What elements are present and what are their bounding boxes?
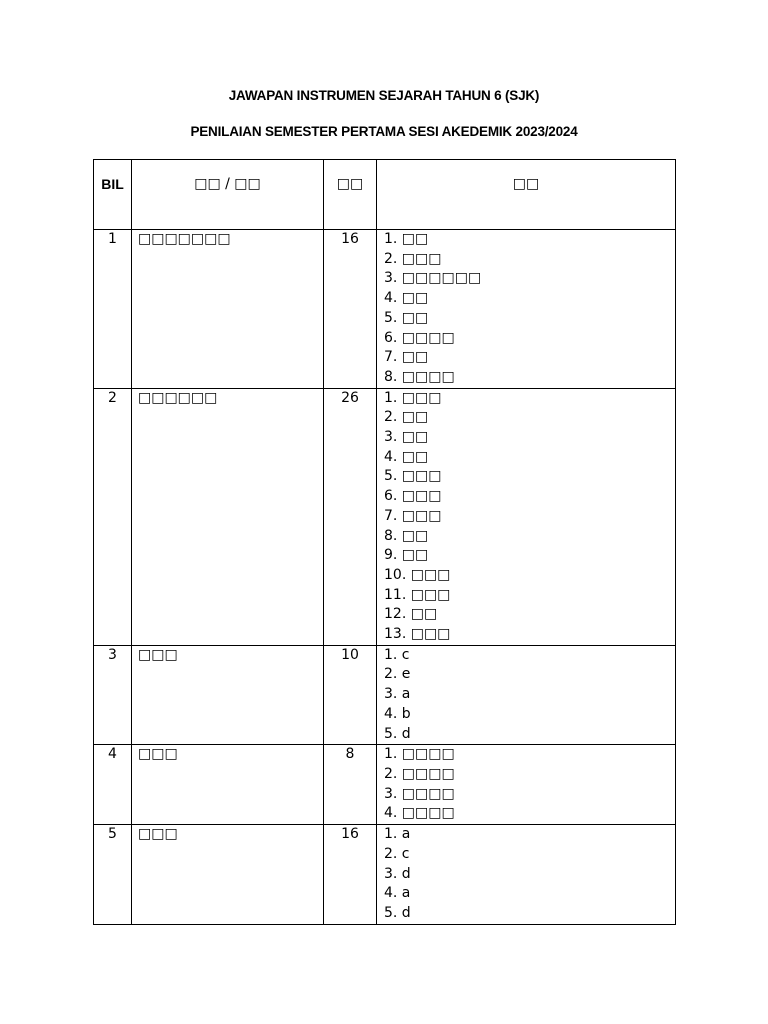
answer-item: 7. □□ (384, 349, 429, 366)
table-row (94, 645, 676, 745)
row-marks: 8 (324, 745, 377, 825)
row-answers (377, 745, 676, 825)
answer-item: 6. □□□□ (384, 329, 455, 346)
row-answers (377, 230, 676, 389)
table-header-row (94, 160, 676, 230)
row-section: □□□□□□ (132, 388, 324, 645)
answer-item: 2. □□ (384, 409, 429, 426)
answer-item: 3. d (384, 865, 411, 882)
row-marks: 10 (324, 645, 377, 745)
answer-item: 4. □□ (384, 448, 429, 465)
row-answers (377, 388, 676, 645)
header-section: □□ / □□ (132, 160, 324, 230)
answer-item: 2. c (384, 845, 410, 862)
answer-item: 9. □□ (384, 547, 429, 564)
row-bil: 5 (94, 825, 132, 925)
row-bil: 4 (94, 745, 132, 825)
answer-item: 7. □□□ (384, 507, 442, 524)
answer-item: 3. □□ (384, 429, 429, 446)
answer-item: 10. □□□ (384, 566, 451, 583)
row-bil: 3 (94, 645, 132, 745)
table-row (94, 388, 676, 645)
answer-item: 3. a (384, 686, 411, 703)
answer-item: 12. □□ (384, 606, 438, 623)
table-row (94, 745, 676, 825)
answer-item: 4. □□ (384, 290, 429, 307)
answer-item: 4. □□□□ (384, 805, 455, 822)
row-section: □□□ (132, 745, 324, 825)
row-section: □□□□□□□ (132, 230, 324, 389)
header-bil: BIL (94, 160, 132, 230)
document-title: JAWAPAN INSTRUMEN SEJARAH TAHUN 6 (SJK) (228, 88, 540, 103)
answer-item: 11. □□□ (384, 586, 451, 603)
table-row (94, 230, 676, 389)
answer-item: 8. □□□□ (384, 368, 455, 385)
answer-item: 5. □□□ (384, 468, 442, 485)
answer-item: 5. d (384, 725, 411, 742)
answer-item: 4. b (384, 705, 411, 722)
row-section: □□□ (132, 825, 324, 925)
answer-item: 5. □□ (384, 309, 429, 326)
answer-item: 2. □□□ (384, 250, 442, 267)
answer-item: 1. c (384, 646, 410, 663)
row-marks: 16 (324, 230, 377, 389)
row-answers (377, 825, 676, 925)
header-marks: □□ (324, 160, 377, 230)
answer-item: 3. □□□□ (384, 785, 455, 802)
answer-table (93, 159, 676, 925)
answer-item: 2. e (384, 666, 411, 683)
answer-item: 1. □□□ (384, 389, 442, 406)
row-section: □□□ (132, 645, 324, 745)
row-marks: 26 (324, 388, 377, 645)
row-marks: 16 (324, 825, 377, 925)
answer-item: 6. □□□ (384, 488, 442, 505)
answer-item: 1. □□□□ (384, 746, 455, 763)
answer-item: 1. a (384, 826, 411, 843)
row-answers (377, 645, 676, 745)
answer-item: 8. □□ (384, 527, 429, 544)
answer-item: 13. □□□ (384, 626, 451, 643)
header-answers: □□ (377, 160, 676, 230)
answer-item: 3. □□□□□□ (384, 270, 482, 287)
row-bil: 2 (94, 388, 132, 645)
answer-item: 5. d (384, 904, 411, 921)
table-row (94, 825, 676, 925)
row-bil: 1 (94, 230, 132, 389)
answer-item: 2. □□□□ (384, 765, 455, 782)
answer-item: 1. □□ (384, 231, 429, 247)
answer-item: 4. a (384, 885, 411, 902)
document-subtitle: PENILAIAN SEMESTER PERTAMA SESI AKEDEMIK 2023/2024 (190, 124, 578, 139)
